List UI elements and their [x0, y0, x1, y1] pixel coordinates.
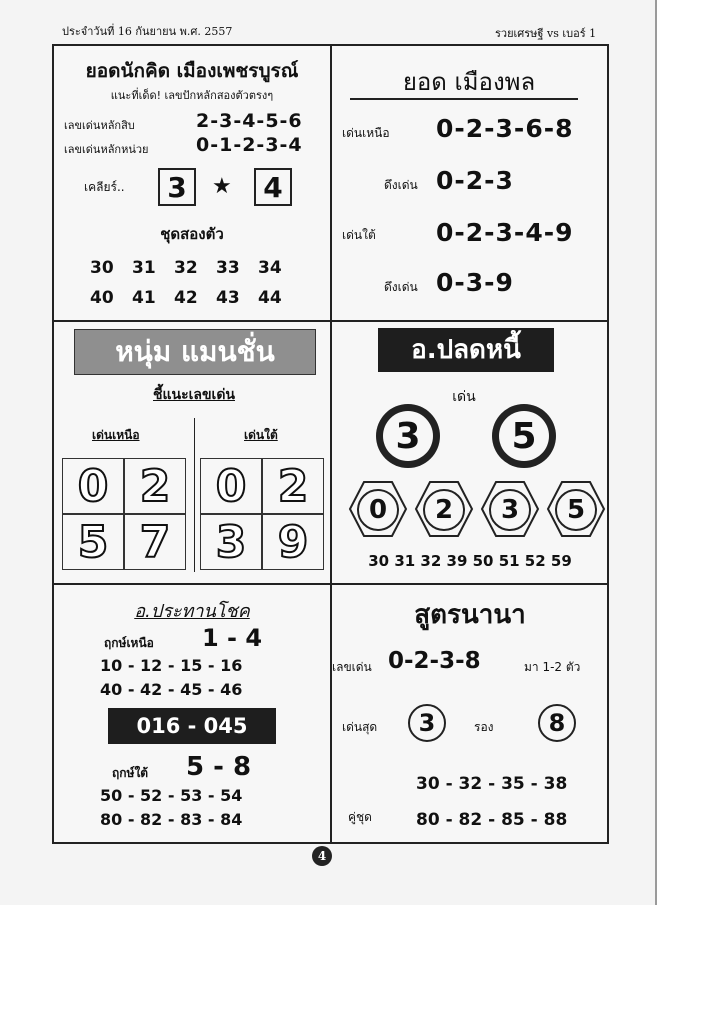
south-row-1: 50 - 52 - 53 - 54 [100, 786, 243, 805]
north-label: ฤกษ์เหนือ [104, 636, 154, 650]
pairs-row-2: 80 - 82 - 85 - 88 [416, 810, 568, 830]
panel-title-banner: หนุ่ม แมนชั่น [74, 329, 316, 375]
north-digit-cell: 5 [62, 514, 124, 570]
top-label: เด่นสุด [342, 720, 378, 734]
set-title: ชุดสองตัว [160, 225, 224, 243]
runner-label: รอง [474, 720, 494, 734]
north-row-2: 40 - 42 - 45 - 46 [100, 680, 243, 699]
south-label: ฤกษ์ใต้ [112, 766, 149, 780]
set-number: 32 [174, 258, 198, 278]
north-value: 1 - 4 [202, 624, 263, 652]
hex-digit: 2 [423, 489, 465, 531]
set-number: 42 [174, 288, 198, 308]
clear-right-box: 4 [254, 168, 292, 206]
north-digit-cell: 7 [124, 514, 186, 570]
panel-title: สูตรนานา [414, 600, 526, 630]
south-pull-label: ดึงเด่น [384, 280, 418, 294]
pairs-label: คู่ชุด [348, 810, 372, 824]
mid-left-divider [194, 418, 195, 572]
panel-title: อ.ประทานโชค [134, 601, 250, 622]
pairs-row-1: 30 - 32 - 35 - 38 [416, 774, 568, 794]
north-pull-value: 0-2-3 [436, 166, 514, 195]
top-value-circle: 3 [408, 704, 446, 742]
tens-value: 2-3-4-5-6 [196, 110, 303, 132]
divider-row1 [54, 320, 607, 322]
featured-value: 0-2-3-8 [388, 648, 481, 674]
panel-title: ยอด เมืองพล [402, 68, 536, 96]
circle-digit-left: 3 [376, 404, 440, 468]
south-pull-value: 0-3-9 [436, 268, 514, 297]
content-frame [52, 44, 609, 844]
set-row-2 [90, 288, 300, 308]
set-number: 40 [90, 288, 114, 308]
south-value: 5 - 8 [186, 752, 252, 782]
south-value: 0-2-3-4-9 [436, 218, 574, 247]
star-icon: ★ [212, 174, 232, 199]
clear-label: เคลียร์.. [84, 180, 125, 194]
featured-label: เลขเด่น [332, 660, 372, 674]
hex-digit: 5 [555, 489, 597, 531]
page-number: 4 [312, 846, 332, 866]
set-number: 30 [90, 258, 114, 278]
north-label: เด่นเหนือ [342, 126, 390, 140]
hex-digit: 0 [357, 489, 399, 531]
panel-title: ยอดนักคิด เมืองเพชรบูรณ์ [85, 60, 299, 82]
set-number: 33 [216, 258, 240, 278]
circle-digit-right: 5 [492, 404, 556, 468]
south-row-2: 80 - 82 - 83 - 84 [100, 810, 243, 829]
panel-title-banner: อ.ปลดหนี้ [378, 328, 554, 372]
panel-subtitle: ชี้แนะเลขเด่น [153, 387, 235, 403]
panel-subtitle: แนะที่เด็ด! เลขปักหลักสองตัวตรงๆ [110, 89, 274, 102]
set-number: 34 [258, 258, 282, 278]
tens-label: เลขเด่นหลักสิบ [64, 119, 135, 132]
units-label: เลขเด่นหลักหน่วย [64, 143, 149, 156]
set-number: 41 [132, 288, 156, 308]
set-number: 43 [216, 288, 240, 308]
hex-digit: 3 [489, 489, 531, 531]
south-digit-cell: 3 [200, 514, 262, 570]
north-digit-cell: 2 [124, 458, 186, 514]
south-digit-cell: 9 [262, 514, 324, 570]
banner-value: 016 - 045 [108, 708, 276, 744]
north-value: 0-2-3-6-8 [436, 114, 574, 143]
vertical-divider [330, 46, 332, 842]
title-underline [350, 98, 578, 100]
north-digit-cell: 0 [62, 458, 124, 514]
set-number: 44 [258, 288, 282, 308]
set-number: 31 [132, 258, 156, 278]
south-label: เด่นใต้ [244, 428, 278, 442]
set-row-1 [90, 258, 300, 278]
clear-left-box: 3 [158, 168, 196, 206]
featured-label: เด่น [452, 389, 476, 405]
runner-value-circle: 8 [538, 704, 576, 742]
north-pull-label: ดึงเด่น [384, 178, 418, 192]
south-digit-cell: 0 [200, 458, 262, 514]
north-label: เด่นเหนือ [92, 428, 140, 442]
divider-row2 [54, 583, 607, 585]
brand-name: รวยเศรษฐี vs เบอร์ 1 [495, 27, 597, 40]
issue-date: ประจำวันที่ 16 กันยายน พ.ศ. 2557 [62, 25, 233, 38]
south-label: เด่นใต้ [342, 228, 376, 242]
units-value: 0-1-2-3-4 [196, 134, 303, 156]
south-digit-cell: 2 [262, 458, 324, 514]
featured-note: มา 1-2 ตัว [524, 660, 581, 674]
north-row-1: 10 - 12 - 15 - 16 [100, 656, 243, 675]
numbers-row: 30 31 32 39 50 51 52 59 [368, 552, 572, 570]
